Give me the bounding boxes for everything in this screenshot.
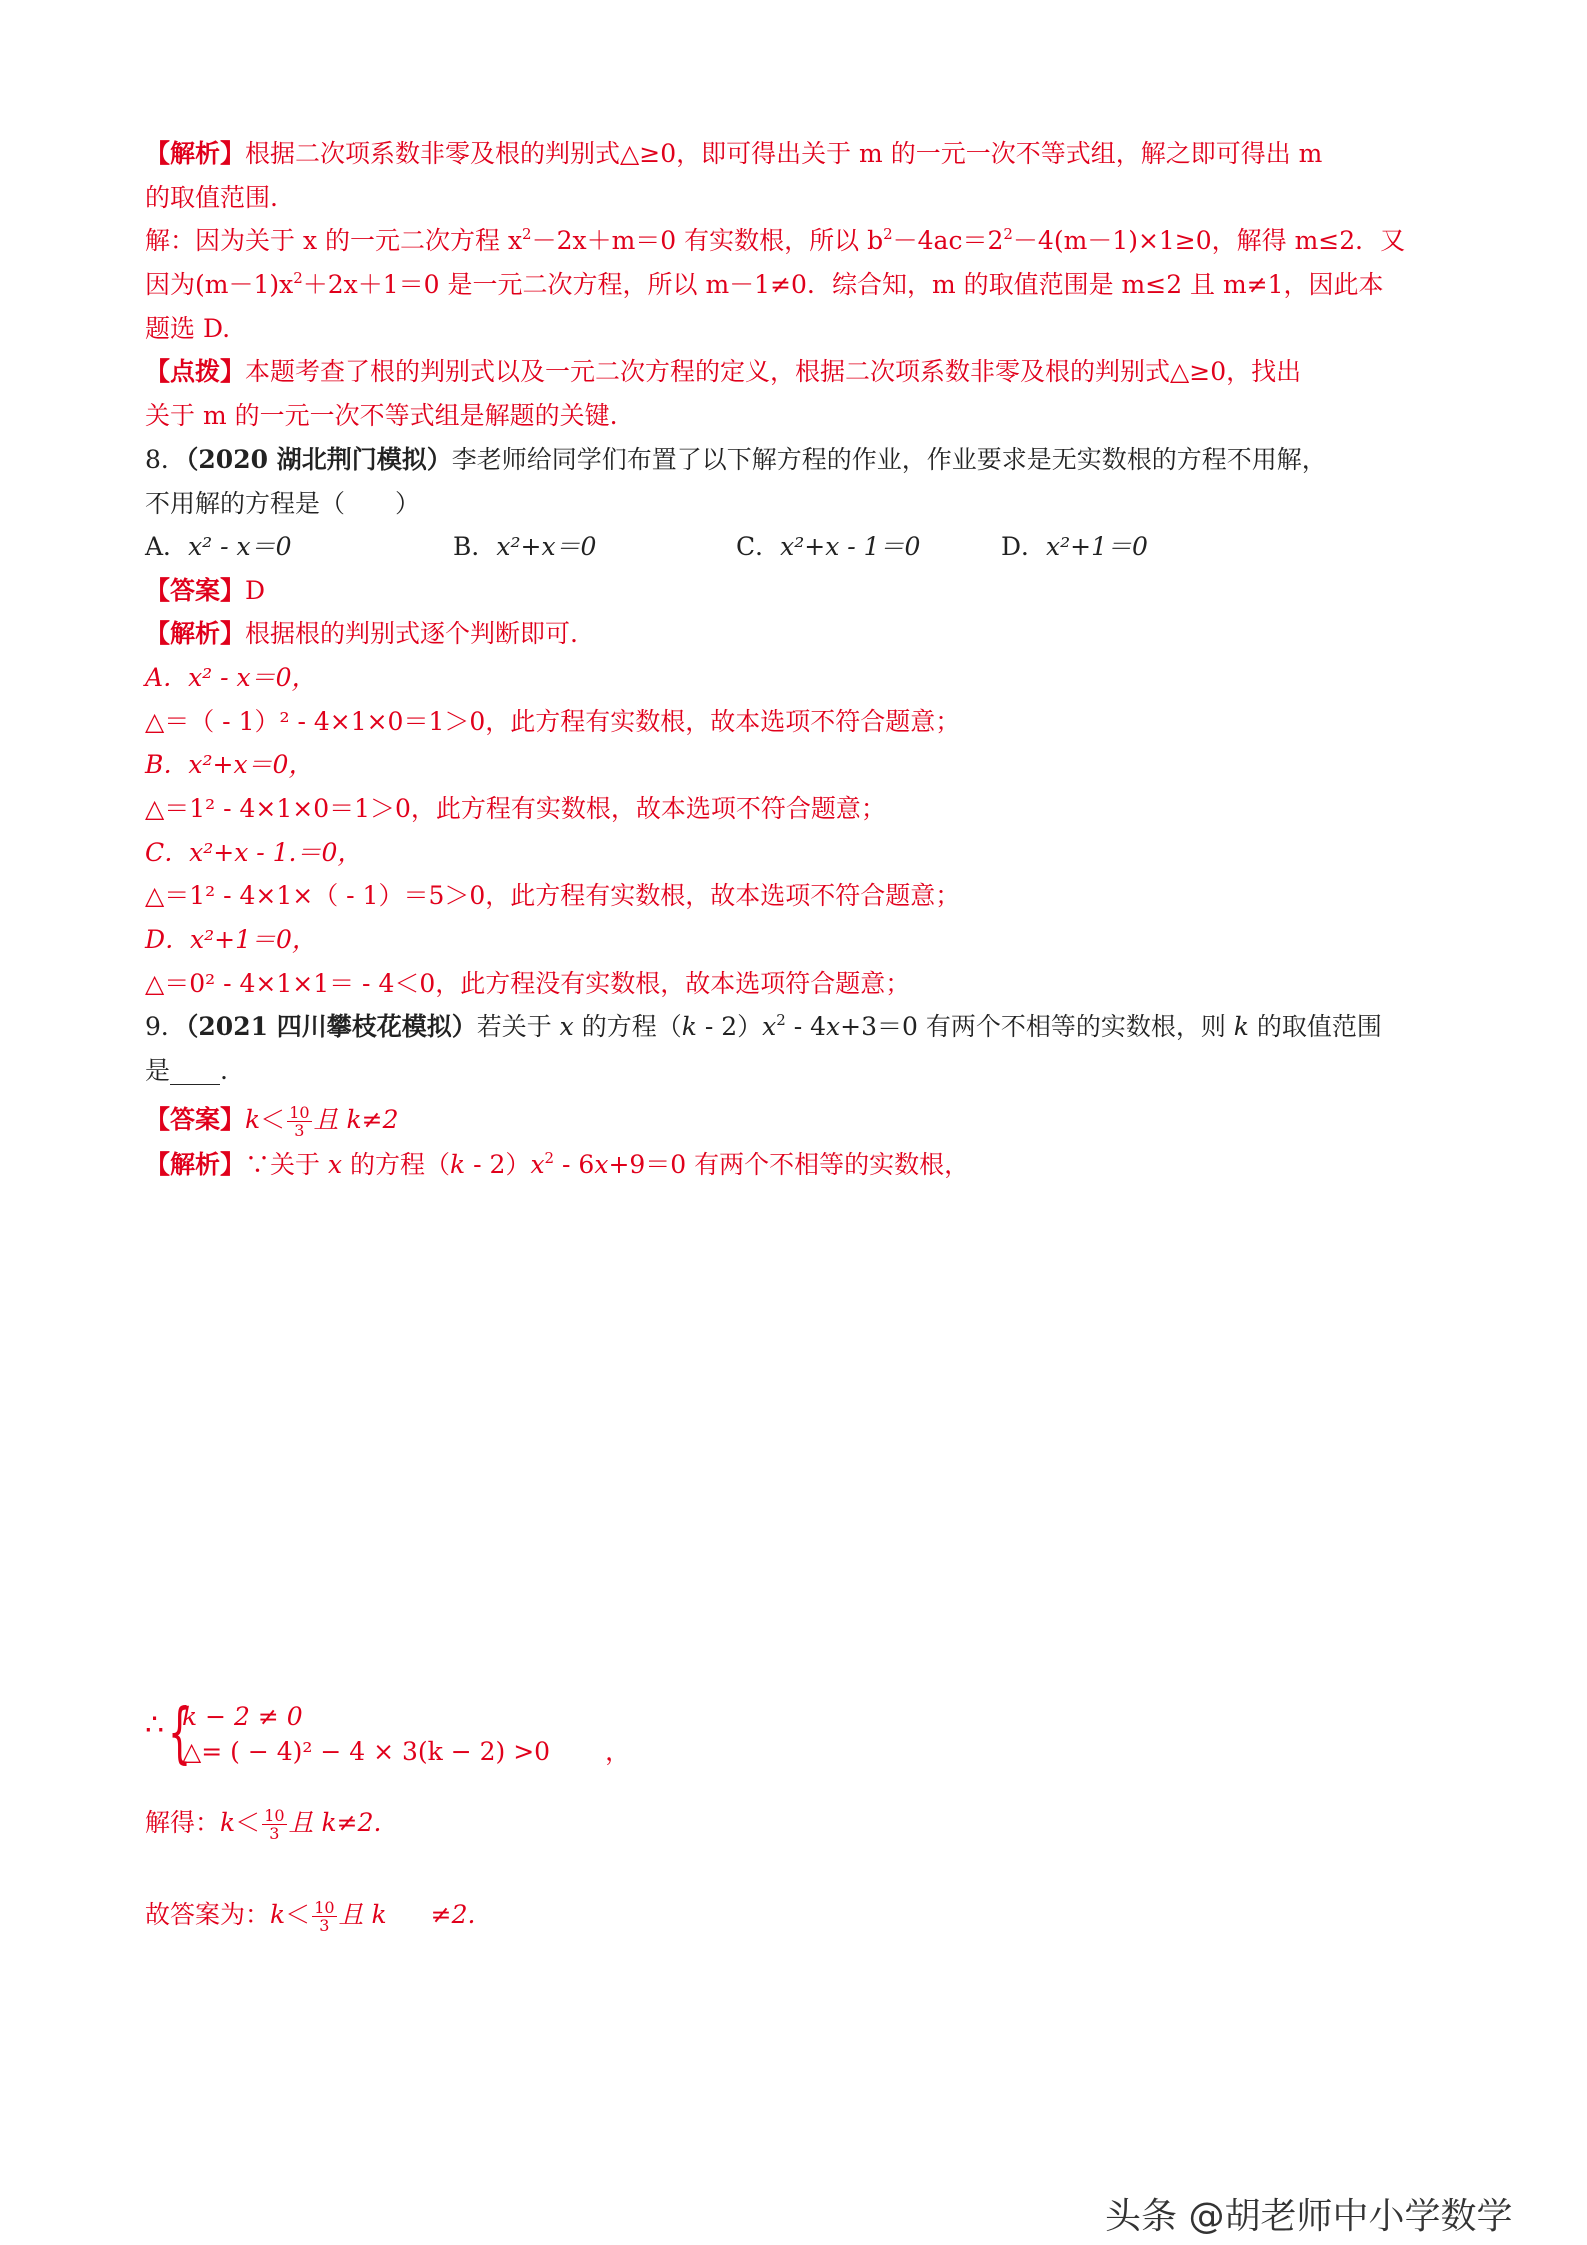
q8-case-d-disc: △＝0² - 4×1×1＝ - 4＜0，此方程没有实数根，故本选项符合题意； <box>145 969 911 998</box>
tip-tag: 【点拨】 <box>145 357 246 386</box>
q8-option-c: C．x²+x - 1＝0 <box>736 532 921 561</box>
q8-answer: 【答案】D <box>145 576 266 605</box>
q7-analysis-line-2: 的取值范围. <box>145 183 278 212</box>
q8-option-d: D．x²+1＝0 <box>1001 532 1148 561</box>
q9-stem-line-1: 9．（2021 四川攀枝花模拟）若关于 x 的方程$(k - 2)x^2 - 4x+3=0$ 有两个不相等的实数根，则 k 的取值范围 <box>145 1011 1382 1041</box>
analysis-tag: 【解析】 <box>145 139 246 168</box>
system-line-1: k − 2 ≠ 0 <box>182 1702 303 1731</box>
q8-case-b: B．x²+x＝0， <box>145 750 314 779</box>
q7-solution-line-2: 因为$(m-1)x^2+2x+1=0$ 是一元二次方程，所以 m－1≠0．综合知，m 的取值范围是 m≤2 且 m≠1，因此本 <box>145 269 1384 299</box>
q7-solution-line-3: 题选 D. <box>145 314 231 343</box>
q7-tip-line-2: 关于 m 的一元一次不等式组是解题的关键. <box>145 401 618 430</box>
q7-tip-line-1: 【点拨】本题考查了根的判别式以及一元二次方程的定义，根据二次项系数非零及根的判别式△≥0，找出 <box>145 357 1302 386</box>
q7-solution-line-1: 解：因为关于 x 的一元二次方程 $x^2-2x+m=0$ 有实数根，所以 $b^2-4ac=2^2-4(m-1)\times 1\ge 0$，解得 m≤2．又 <box>145 225 1406 255</box>
q8-case-a: A．x² - x＝0， <box>145 663 317 692</box>
q9-number: 9． <box>145 1012 186 1041</box>
fraction-10-3: $\frac{10}{3}$ <box>289 1103 310 1140</box>
q9-solve-line: 解得：k＜ $\frac{10}{3}$ 且 k≠2. <box>145 1806 382 1843</box>
q9-stem-line-2: 是____. <box>145 1056 228 1085</box>
q9-answer: 【答案】k＜ $\frac{10}{3}$ 且 k≠2 <box>145 1103 399 1140</box>
q9-source: （2021 四川攀枝花模拟） <box>185 1012 477 1041</box>
q8-option-a: A．x² - x＝0 <box>145 532 292 561</box>
q8-source: （2020 湖北荆门模拟） <box>185 445 452 474</box>
q8-options <box>145 529 1445 565</box>
q8-case-d: D．x²+1＝0， <box>145 925 317 954</box>
q9-analysis-line: 【解析】∵关于 x 的方程$(k - 2)x^2 - 6x+9=0$ 有两个不相等的实数根， <box>145 1149 970 1179</box>
q8-option-b: B．x²+x＝0 <box>453 532 597 561</box>
q8-stem-line-1: 8．（2020 湖北荆门模拟）李老师给同学们布置了以下解方程的作业，作业要求是无实数根的方程不用解， <box>145 445 1327 474</box>
q8-case-a-disc: △＝（ - 1）² - 4×1×0＝1＞0，此方程有实数根，故本选项不符合题意； <box>145 707 961 736</box>
q8-analysis: 【解析】根据根的判别式逐个判断即可. <box>145 619 578 648</box>
left-brace-icon: { <box>168 1694 192 1771</box>
q8-stem-line-2: 不用解的方程是（ ） <box>145 489 421 518</box>
system-line-2: △= ( − 4)² − 4 × 3(k − 2) >0 ， <box>182 1737 631 1766</box>
q7-analysis-line-1: 【解析】根据二次项系数非零及根的判别式△≥0，即可得出关于 m 的一元一次不等式组，解之即可得出 m <box>145 139 1323 168</box>
q8-number: 8． <box>145 445 186 474</box>
q8-case-c-disc: △＝1² - 4×1×（ - 1）＝5＞0，此方程有实数根，故本选项不符合题意； <box>145 881 961 910</box>
watermark: 头条 @胡老师中小学数学 <box>1105 2196 1513 2237</box>
therefore-symbol: ∴ <box>145 1708 165 1743</box>
q9-final-line: 故答案为：k＜ $\frac{10}{3}$ 且 k ≠2. <box>145 1898 476 1935</box>
q8-case-b-disc: △＝1² - 4×1×0＝1＞0，此方程有实数根，故本选项不符合题意； <box>145 794 886 823</box>
q8-case-c: C．x²+x - 1.＝0， <box>145 838 363 867</box>
